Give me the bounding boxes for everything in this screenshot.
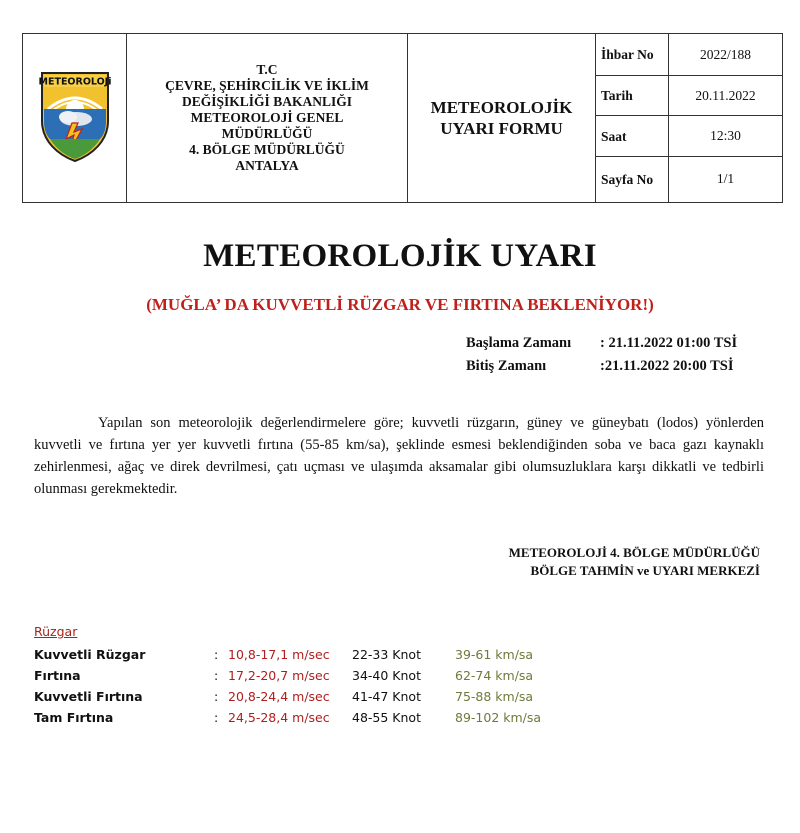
wind-knot: 48-55 Knot: [352, 710, 421, 725]
wind-ms: 17,2-20,7 m/sec: [228, 668, 330, 683]
ihbar-no-label: İhbar No: [596, 34, 669, 76]
logo-cell: [23, 34, 127, 203]
end-time-label: Bitiş Zamanı: [466, 358, 547, 374]
sayfa-no-label: Sayfa No: [596, 156, 669, 202]
wind-kmh: 75-88 km/sa: [455, 689, 534, 704]
wind-category: Tam Fırtına: [34, 710, 114, 725]
end-time-value: :21.11.2022 20:00 TSİ: [600, 358, 734, 374]
wind-colon: :: [214, 647, 219, 662]
wind-heading: Rüzgar: [34, 624, 78, 639]
wind-ms: 20,8-24,4 m/sec: [228, 689, 330, 704]
wind-colon: :: [214, 668, 219, 683]
org-line: ÇEVRE, ŞEHİRCİLİK VE İKLİM: [165, 78, 369, 93]
org-line: METEOROLOJİ GENEL: [190, 110, 344, 125]
signature-line-1: METEOROLOJİ 4. BÖLGE MÜDÜRLÜĞÜ: [508, 545, 760, 560]
wind-category: Fırtına: [34, 668, 81, 683]
saat-label: Saat: [596, 116, 669, 156]
form-title: [408, 34, 596, 203]
header-table: [22, 33, 783, 203]
wind-knot: 41-47 Knot: [352, 689, 421, 704]
form-title-line: METEOROLOJİK: [430, 98, 573, 117]
wind-kmh: 89-102 km/sa: [455, 710, 542, 725]
sayfa-no-value: 1/1: [669, 156, 783, 202]
start-time-label: Başlama Zamanı: [466, 335, 572, 351]
start-time-value: : 21.11.2022 01:00 TSİ: [600, 335, 738, 351]
organization-block: [127, 34, 408, 203]
org-line: ANTALYA: [235, 158, 299, 173]
wind-colon: :: [214, 689, 219, 704]
wind-category: Kuvvetli Rüzgar: [34, 647, 146, 662]
org-line: MÜDÜRLÜĞÜ: [221, 126, 313, 141]
wind-knot: 22-33 Knot: [352, 647, 421, 662]
signature-line-2: BÖLGE TAHMİN ve UYARI MERKEZİ: [530, 563, 760, 578]
form-title-line: UYARI FORMU: [440, 119, 563, 138]
tarih-value: 20.11.2022: [669, 76, 783, 116]
wind-category: Kuvvetli Fırtına: [34, 689, 143, 704]
warning-subtitle: (MUĞLA’ DA KUVVETLİ RÜZGAR VE FIRTINA BEKLENİYOR!): [146, 295, 654, 314]
wind-knot: 34-40 Knot: [352, 668, 421, 683]
wind-colon: :: [214, 710, 219, 725]
org-line: T.C: [256, 62, 278, 77]
wind-kmh: 39-61 km/sa: [455, 647, 534, 662]
logo-text: METEOROLOJi: [38, 76, 111, 87]
signature-block: [509, 544, 760, 580]
wind-kmh: 62-74 km/sa: [455, 668, 534, 683]
meteoroloji-logo-icon: [38, 69, 112, 163]
tarih-label: Tarih: [596, 76, 669, 116]
saat-value: 12:30: [669, 116, 783, 156]
end-time-row: [466, 358, 733, 375]
warning-paragraph: Yapılan son meteorolojik değerlendirmelere göre; kuvvetli rüzgarın, güney ve güneybatı (lodos) yönlerden kuvvetli ve fırtına yer yer kuvvetli fırtına (55-85 km/sa), şeklinde esmesi beklendiğinden soba ve baca gazı kaynaklı zehirlenmesi, ağaç ve direk devrilmesi, çatı uçması ve ulaşımda aksamalar gibi olumsuzluklara karşı dikkatli ve tedbirli olunması gerekmektedir.: [34, 415, 764, 497]
org-line: 4. BÖLGE MÜDÜRLÜĞÜ: [189, 142, 345, 157]
wind-ms: 24,5-28,4 m/sec: [228, 710, 330, 725]
wind-ms: 10,8-17,1 m/sec: [228, 647, 330, 662]
start-time-row: [466, 335, 737, 352]
ihbar-no-value: 2022/188: [669, 34, 783, 76]
org-line: DEĞİŞİKLİĞİ BAKANLIĞI: [182, 94, 352, 109]
page-title: METEOROLOJİK UYARI: [203, 238, 597, 274]
